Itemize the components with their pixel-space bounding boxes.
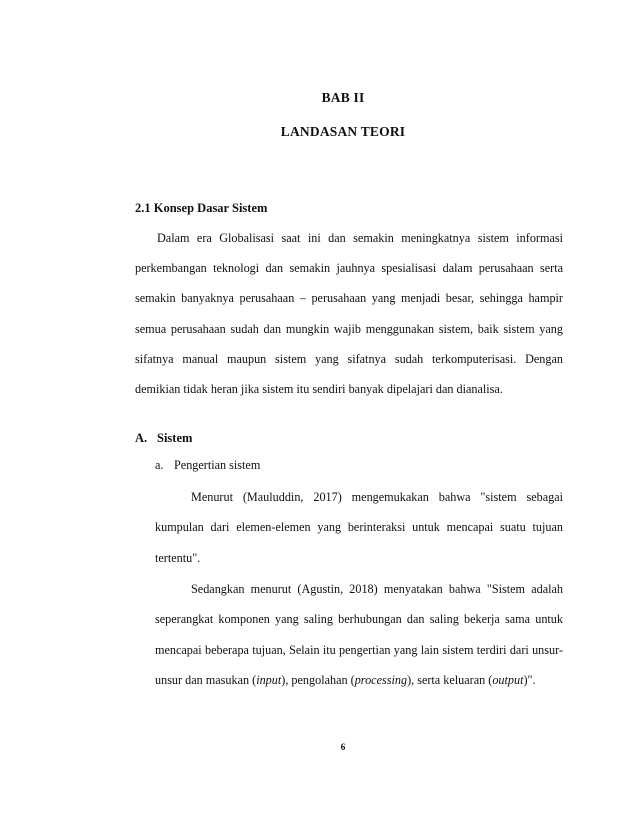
subsection-heading xyxy=(135,430,192,446)
term-input: input xyxy=(256,673,282,688)
definition-text-start: Sedangkan menurut (Agustin, 2018) menyatakan bahwa "Sistem adalah seperangkat komponen yang saling berhubungan dan saling bekerja sama untuk mencapai beberapa tujuan, Selain itu pengertian yang lain sistem terdiri dari unsur-unsur dan masukan ( xyxy=(155,582,563,688)
section-heading: 2.1 Konsep Dasar Sistem xyxy=(135,201,268,215)
definition-text-mid-2: ), serta keluaran ( xyxy=(407,673,493,688)
item-marker: a. xyxy=(155,458,164,472)
item-heading xyxy=(155,457,260,473)
term-output: output xyxy=(492,673,524,688)
subsection-marker: A. xyxy=(135,431,148,445)
definition-text-mid-1: ), pengolahan ( xyxy=(281,673,355,688)
definition-paragraph-1: Menurut (Mauluddin, 2017) mengemukakan bahwa "sistem sebagai kumpulan dari elemen-elemen yang berinteraksi untuk mencapai suatu tujuan tertentu". xyxy=(155,490,563,565)
subsection-title: Sistem xyxy=(157,431,193,445)
item-title: Pengertian sistem xyxy=(174,458,261,472)
chapter-number: BAB II xyxy=(321,90,365,105)
term-processing: processing xyxy=(354,673,408,688)
definition-text-end: )". xyxy=(523,673,536,688)
page-number: 6 xyxy=(340,743,346,753)
definition-paragraph-2 xyxy=(155,574,563,696)
section-paragraph: Dalam era Globalisasi saat ini dan semakin meningkatnya sistem informasi perkembangan teknologi dan semakin jauhnya spesialisasi dalam perusahaan serta semakin banyaknya perusahaan – perusahaan yang menjadi besar, sehingga hampir semua perusahaan sudah dan mungkin wajib menggunakan sistem, baik sistem yang sifatnya manual maupun sistem yang sifatnya sudah terkomputerisasi. Dengan demikian tidak heran jika sistem itu sendiri banyak dipelajari dan dianalisa. xyxy=(135,231,563,397)
chapter-title: LANDASAN TEORI xyxy=(280,124,406,139)
